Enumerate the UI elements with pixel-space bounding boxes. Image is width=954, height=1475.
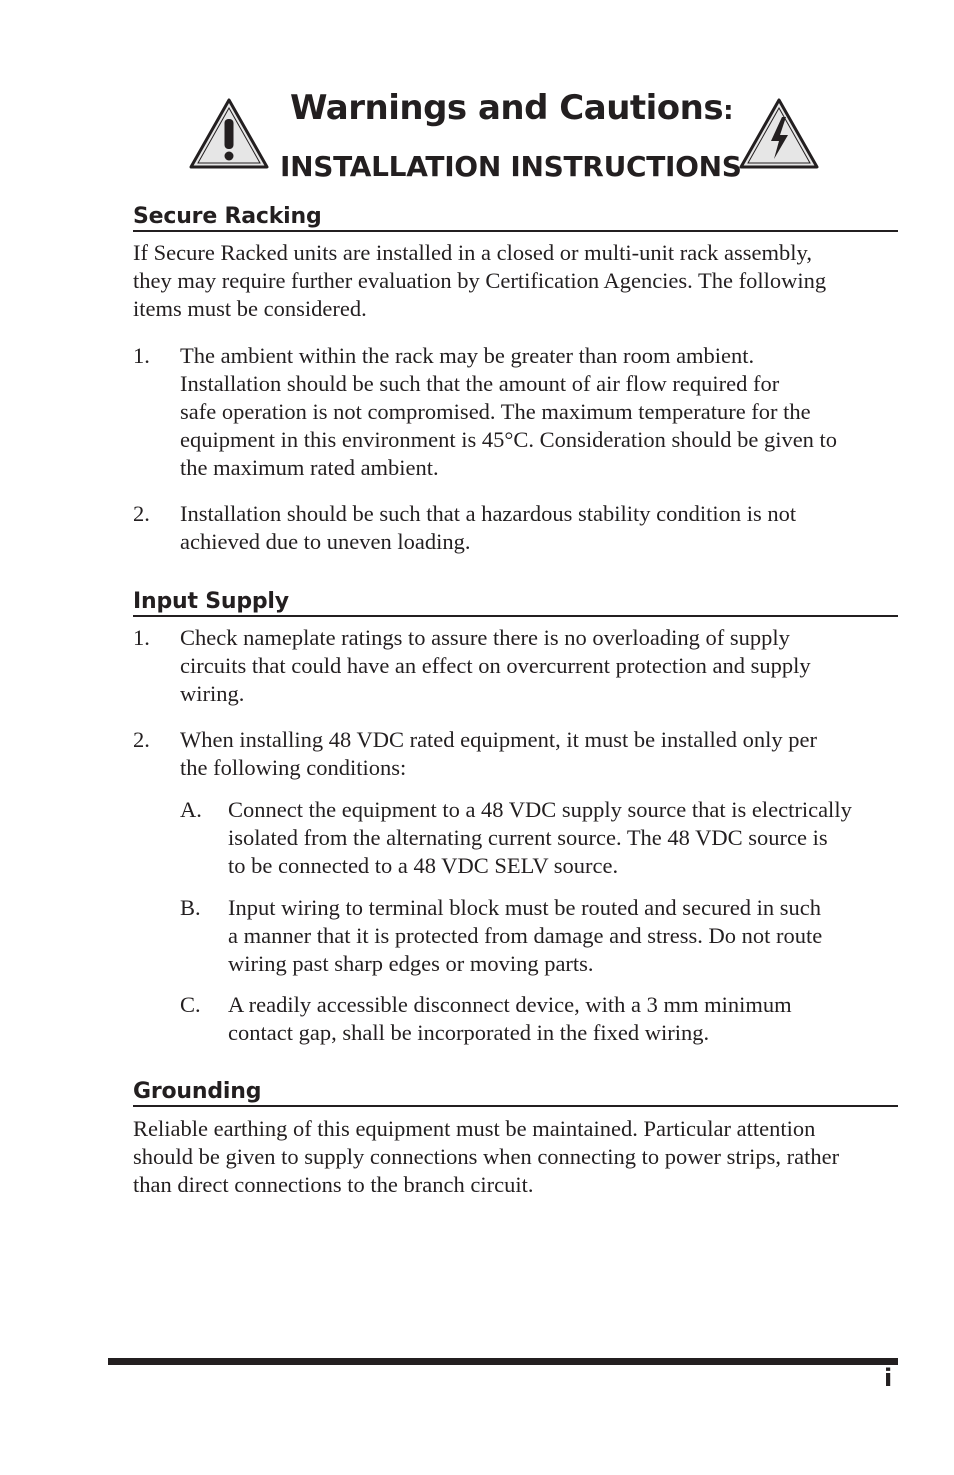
footer-rule (108, 1358, 898, 1365)
section-heading-input-supply: Input Supply (133, 589, 898, 617)
list-number: 1. (133, 343, 150, 368)
secure-racking-intro: If Secure Racked units are installed in a closed or multi-unit rack assembly, they may require further evaluation by Certification Agencies. The following items must be considered. (133, 240, 827, 321)
caution-exclamation-icon (188, 97, 270, 171)
sub-list-text: Connect the equipment to a 48 VDC supply source that is electrically isolated from the alternating current source. The 48 VDC source is to be connected to a 48 VDC SELV source. (228, 797, 852, 878)
page-subtitle: INSTALLATION INSTRUCTIONS (280, 150, 742, 183)
page-title: Warnings and Cautions: (290, 88, 734, 128)
list-text: The ambient within the rack may be greater than room ambient. Installation should be such that the amount of air flow required for safe operation is not compromised. The maximum temperature for the equipment in this environment is 45°C. Consideration should be given to the maximum rated ambient. (180, 343, 838, 480)
list-number: 2. (133, 501, 150, 526)
section-heading-grounding: Grounding (133, 1079, 898, 1107)
sub-list-letter: B. (180, 895, 201, 920)
list-number: 1. (133, 625, 150, 650)
sub-list-text: A readily accessible disconnect device, with a 3 mm minimum contact gap, shall be incorporated in the fixed wiring. (228, 992, 792, 1045)
sub-list-letter: A. (180, 797, 202, 822)
section-heading-secure-racking: Secure Racking (133, 204, 898, 232)
grounding-text: Reliable earthing of this equipment must be maintained. Particular attention should be given to supply connections when connecting to power strips, rather than direct connections to the branch circuit. (133, 1116, 840, 1197)
list-number: 2. (133, 727, 150, 752)
sub-list-text: Input wiring to terminal block must be routed and secured in such a manner that it is protected from damage and stress. Do not route wiring past sharp edges or moving parts. (228, 895, 823, 976)
list-text: When installing 48 VDC rated equipment, it must be installed only per the following conditions: (180, 727, 817, 780)
list-text: Check nameplate ratings to assure there is no overloading of supply circuits that could have an effect on overcurrent protection and supply wiring. (180, 625, 811, 706)
list-text: Installation should be such that a hazardous stability condition is not achieved due to uneven loading. (180, 501, 797, 554)
electrical-hazard-icon (738, 97, 820, 171)
sub-list-letter: C. (180, 992, 201, 1017)
page-number: i (884, 1364, 893, 1392)
